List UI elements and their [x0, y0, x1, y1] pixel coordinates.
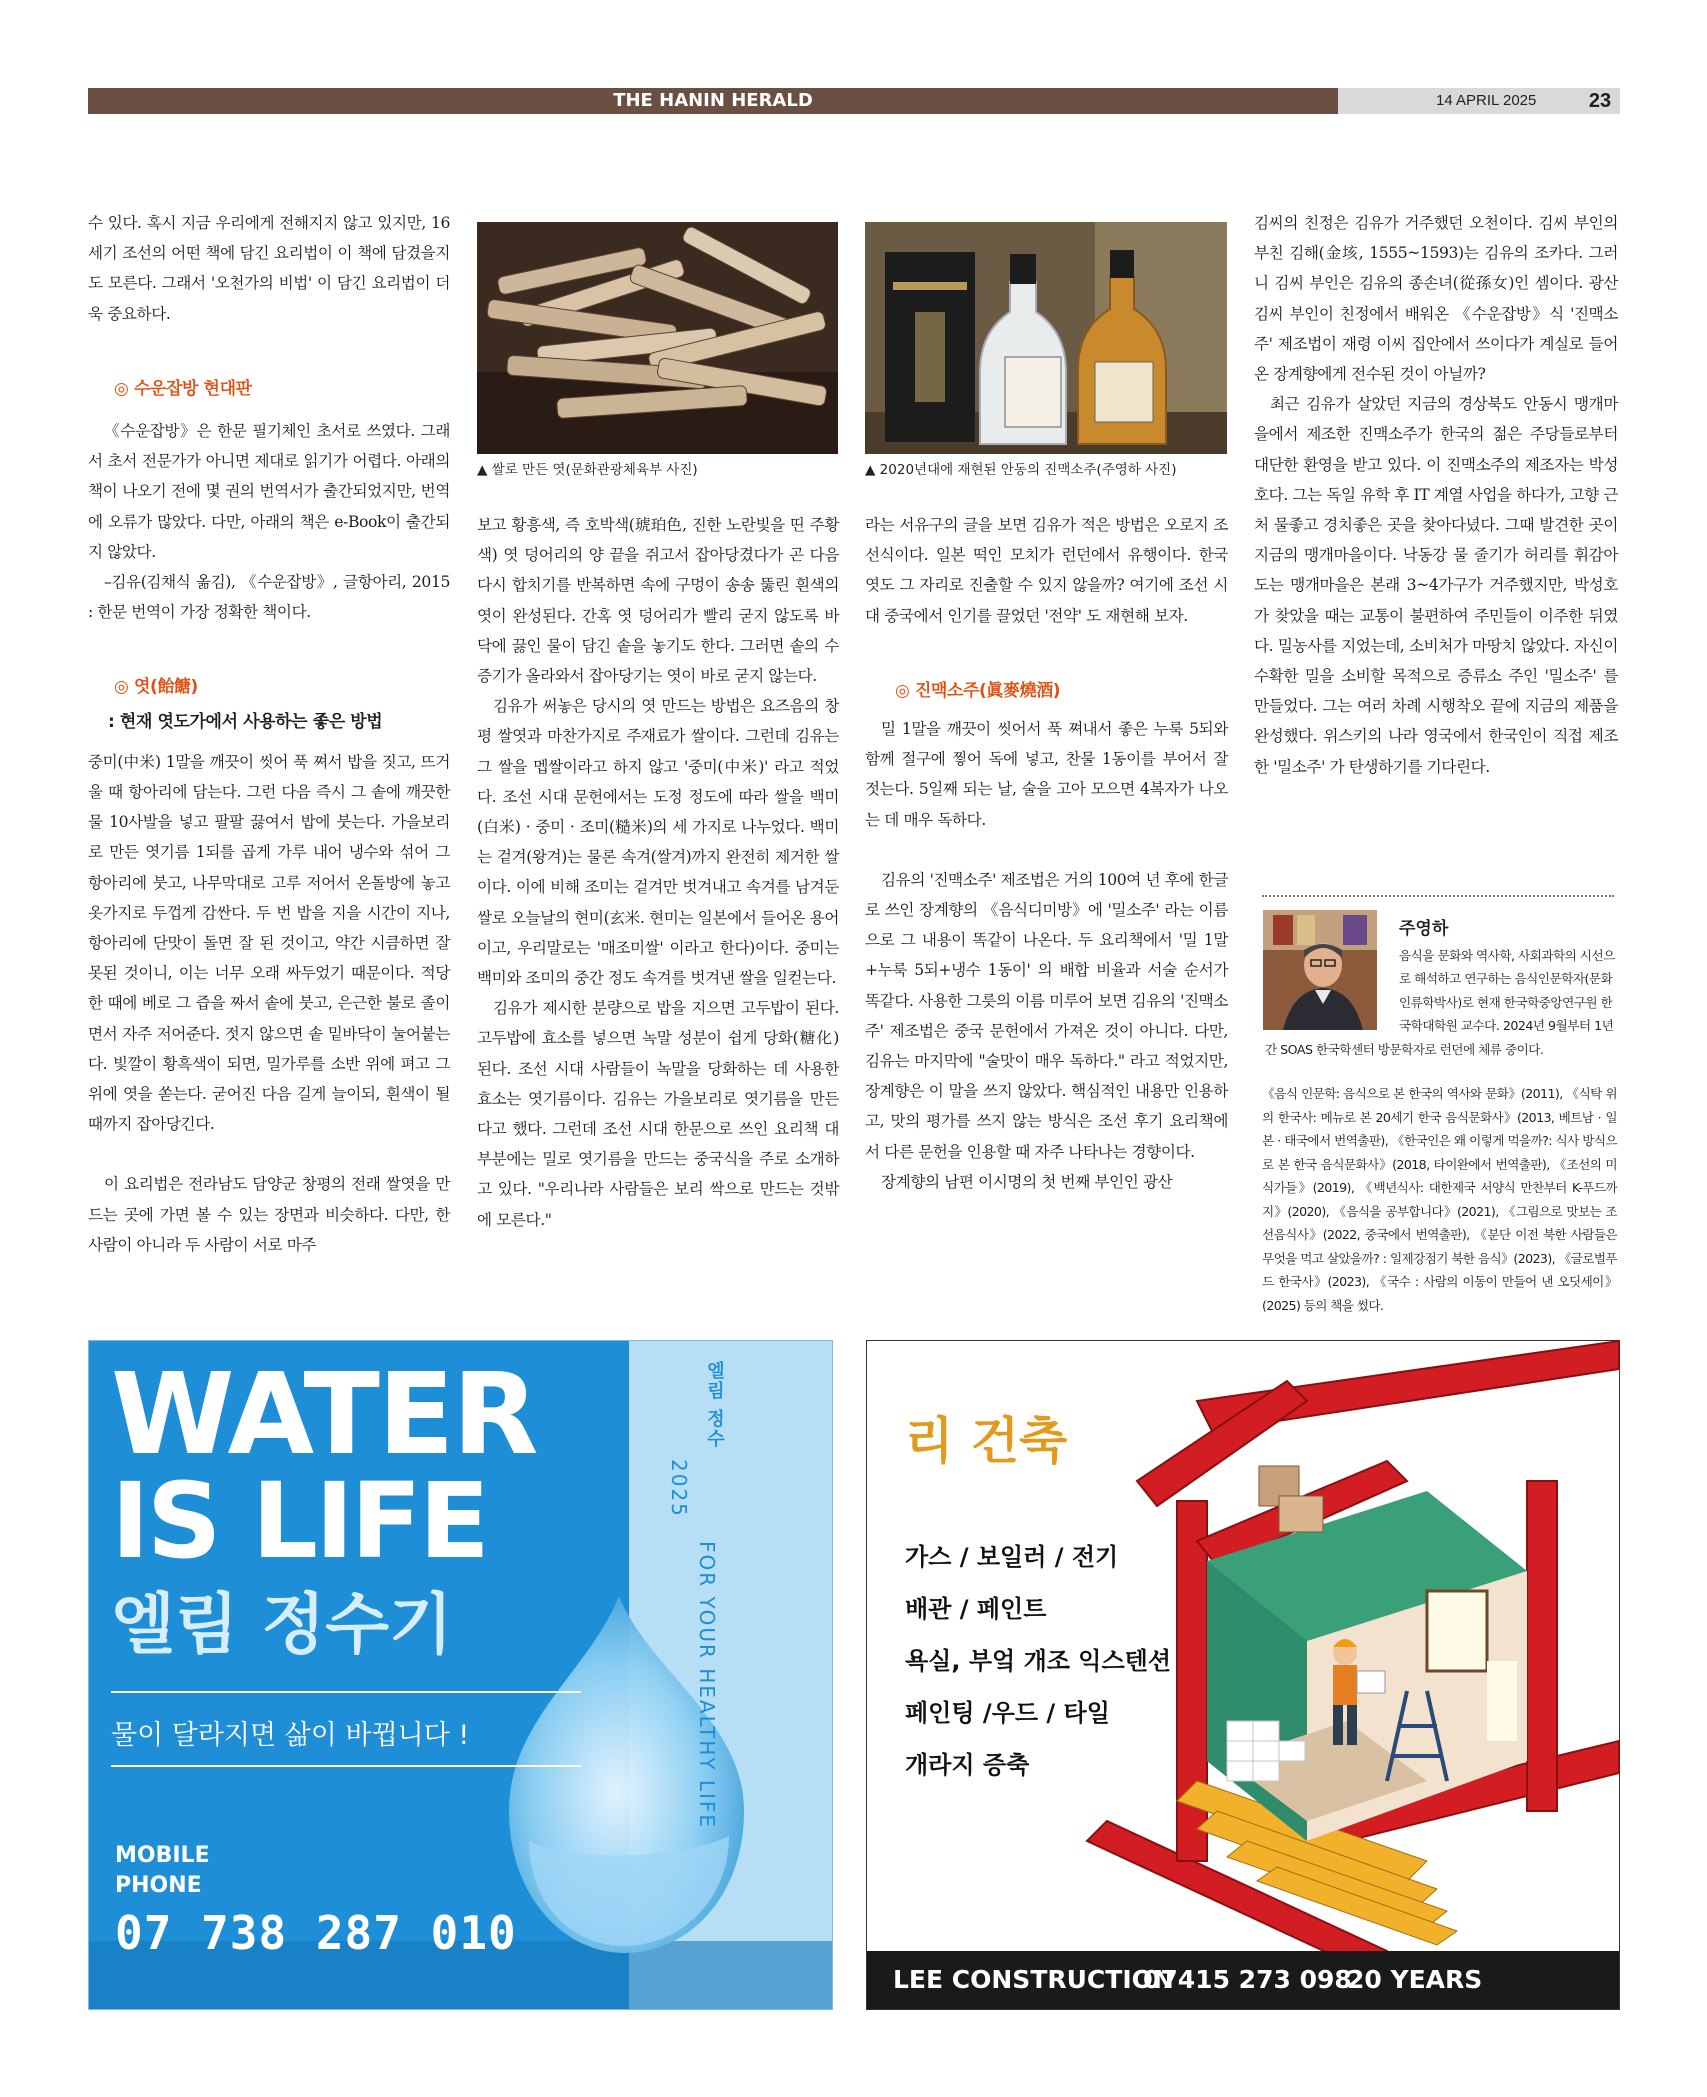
- photo-caption: ▲ 쌀로 만든 엿(문화관광체육부 사진): [477, 462, 698, 478]
- service-item: 욕실, 부엌 개조 익스텐션: [905, 1647, 1172, 1675]
- column-4: [1254, 208, 1618, 782]
- paragraph: 수 있다. 혹시 지금 우리에게 전해지지 않고 있지만, 16세기 조선의 어떤 책에 담긴 요리법이 이 책에 담겼을지도 모른다. 그래서 '오천가의 비법' 이 담긴 요리법이 더욱 중요하다.: [88, 214, 450, 323]
- photo-rice-taffy: [477, 222, 838, 454]
- masthead-title: THE HANIN HERALD: [613, 90, 813, 111]
- ad-vertical-tagline: FOR YOUR HEALTHY LIFE: [695, 1541, 719, 1830]
- mobile-label: MOBILE PHONE: [115, 1843, 210, 1898]
- photo-caption: ▲ 2020년대에 재현된 안동의 진맥소주(주영하 사진): [865, 462, 1177, 478]
- paragraph: 《수운잡방》은 한문 필기체인 초서로 쓰였다. 그래서 초서 전문가가 아니면 제대로 읽기가 어렵다. 아래의 책이 나오기 전에 몇 권의 번역서가 출간되었지만, 번역에 오류가 많았다. 다만, 아래의 책은 e-Book이 출간되지 않았다.: [88, 422, 450, 561]
- column-1: [88, 208, 450, 1260]
- ad-footer: [867, 1951, 1619, 2052]
- service-item: 개라지 증축: [905, 1751, 1030, 1779]
- company-experience: 20 YEARS EXPERIENCE: [1347, 1965, 1521, 2052]
- author-name: 주영하: [1399, 919, 1449, 939]
- paragraph: 이 요리법은 전라남도 담양군 창평의 전래 쌀엿을 만드는 곳에 가면 볼 수 있는 장면과 비슷하다. 다만, 한 사람이 아니라 두 사람이 서로 마주: [88, 1175, 450, 1254]
- author-books: 《음식 인문학: 음식으로 본 한국의 역사와 문화》(2011), 《식탁 위의 한국사: 메뉴로 본 20세기 한국 음식문화사》(2013, 베트남 · 일본 · 태국에서 번역출판), 《한국인은 왜 이렇게 먹을까?: 식사 방식으로 본 한국 음식문화사》(2018, 타이완에서 번역출판), 《조선의 미식가들》(2019), 《백년식사: 대한제국 서양식 만찬부터 K-푸드까지》(2020), 《음식을 공부합니다》(2021), 《그림으로 맛보는 조선음식사》(2022, 중국에서 번역출판), 《분단 이전 북한 사람들은 무엇을 먹고 살았을까? : 일제강점기 북한 음식》(2023), 《글로벌푸드 한국사》(2023), 《국수 : 사람의 이동이 만들어 낸 오딧세이》(2025) 등의 책을 썼다.: [1262, 1086, 1617, 1313]
- ad-vertical-brand: 엘림 정수: [704, 1361, 725, 1450]
- ad-slogan: 물이 달라지면 삶이 바뀝니다 !: [111, 1720, 470, 1751]
- service-list: [905, 1531, 1171, 1791]
- paragraph: 장계향의 남편 이시명의 첫 번째 부인인 광산: [881, 1172, 1173, 1191]
- column-2: [477, 510, 839, 1235]
- section-heading: ◎ 엿(飴餹): [114, 677, 198, 698]
- divider: [111, 1691, 581, 1693]
- paragraph: –김유(김채식 옮김), 《수운잡방》, 글항아리, 2015 : 한문 번역이 가장 정확한 책이다.: [88, 573, 450, 622]
- paragraph: 김유의 '진맥소주' 제조법은 거의 100여 년 후에 한글로 쓰인 장계향의 《음식디미방》에 '밀소주' 라는 이름으로 그 내용이 똑같이 나온다. 두 요리책에서 '밀 1말+누룩 5되+냉수 1동이' 의 배합 비율과 서술 순서가 똑같다. 사용한 그릇의 이름 미루어 보면 김유의 '진맥소주' 제조법은 중국 문헌에서 가져온 것이 아니다. 다만, 김유는 마지막에 "술맛이 매우 독하다." 라고 적었지만, 장계향은 이 말을 쓰지 않았다. 핵심적인 내용만 인용하고, 맛의 평가를 쓰지 않는 방식은 조선 후기 요리책에서 다른 문헌을 인용할 때 자주 나타나는 경향이다.: [865, 870, 1228, 1161]
- paragraph: 최근 김유가 살았던 지금의 경상북도 안동시 맹개마을에서 제조한 진맥소주가 한국의 젊은 주당들로부터 대단한 환영을 받고 있다. 이 진맥소주의 제조자는 박성호다. 그는 독일 유학 후 IT 계열 사업을 하다가, 고향 근처 물좋고 경치좋은 곳을 찾아다녔다. 그때 발견한 곳이 지금의 맹개마을이다. 낙동강 물 줄기가 허리를 휘감아 도는 맹개마을은 본래 3~4가구가 거주했지만, 박성호가 찾았을 때는 교통이 불편하여 주민들이 이주한 뒤였다. 밀농사를 지었는데, 소비처가 마땅치 않았다. 자신이 수확한 밀을 소비할 목적으로 증류소 주인 '밀소주' 를 만들었다. 그는 여러 차례 시행착오 끝에 지금의 제품을 완성했다. 위스키의 나라 영국에서 한국인이 직접 제조한 '밀소주' 가 탄생하기를 기다린다.: [1254, 395, 1618, 776]
- ad-vertical-year: 2025: [667, 1459, 691, 1518]
- paragraph: 김씨의 친정은 김유가 거주했던 오천이다. 김씨 부인의 부친 김해(金垓, 1555~1593)는 김유의 조카다. 그러니 김씨 부인은 김유의 종손녀(從孫女)인 셈이다. 광산 김씨 부인이 친정에서 배워온 《수운잡방》식 '진맥소주' 제조법이 재령 이씨 집안에서 쓰이다가 계실로 들어온 장계향에게 전수된 것이 아닐까?: [1254, 214, 1618, 384]
- column-3: [865, 510, 1228, 1197]
- header-info-bar: [1338, 88, 1620, 114]
- author-bio: 음식을 문화와 역사학, 사회과학의 시선으로 해석하고 연구하는 음식인문학자(문화인류학박사)로 현재 한국학중앙연구원 한국학대학원 교수다. 2024년 9월부터 1년간 SOAS 한국학센터 방문학자로 런던에 체류 중이다.: [1265, 948, 1615, 1057]
- section-subheading: : 현재 엿도가에서 사용하는 좋은 방법: [108, 711, 383, 732]
- photo-jinmaek-soju: [865, 222, 1227, 454]
- paragraph: 보고 황흥색, 즉 호박색(琥珀色, 진한 노란빛을 띤 주황색) 엿 덩어리의 양 끝을 쥐고서 잡아당겼다가 곤 다음 다시 합치기를 반복하면 속에 구멍이 송송 뚫린 흰색의 엿이 완성된다. 간혹 엿 덩어리가 빨리 굳지 않도록 바닥에 끓인 물이 담긴 솥을 놓기도 한다. 그러면 솥의 수증기가 올라와서 잡아당기는 엿이 바로 굳지 않는다.: [477, 516, 839, 686]
- paragraph: 김유가 써놓은 당시의 엿 만드는 방법은 요즈음의 창평 쌀엿과 마찬가지로 주재료가 쌀이다. 그런데 김유는 그 쌀을 멥쌀이라고 하지 않고 '중미(中米)' 라고 적었다. 조선 시대 문헌에서는 도정 정도에 따라 쌀을 백미(白米) · 중미 · 조미(糙米)의 세 가지로 나누었다. 백미는 겉겨(왕겨)는 물론 속겨(쌀겨)까지 완전히 제거한 쌀이다. 이에 비해 조미는 겉겨만 벗겨내고 속겨를 남겨둔 쌀로 오늘날의 현미(玄米. 현미는 일본에서 들어온 용어이고, 우리말로는 '매조미쌀' 이라고 한다)이다. 중미는 백미와 조미의 중간 정도 속겨를 벗겨낸 쌀을 일컫는다.: [477, 697, 839, 988]
- divider: [111, 1765, 581, 1767]
- ad-headline-2: IS LIFE: [111, 1460, 487, 1582]
- masthead-bar: [88, 88, 1338, 114]
- ad-phone: 07 738 287 010: [115, 1906, 517, 1960]
- ad-title: 리 건축: [905, 1412, 1068, 1470]
- ad-headline-1: WATER: [111, 1350, 537, 1480]
- section-heading: ◎ 진맥소주(眞麥燒酒): [895, 680, 1061, 701]
- paragraph: 라는 서유구의 글을 보면 김유가 적은 방법은 오로지 조선식이다. 일본 떡인 모치가 런던에서 유행이다. 한국 엿도 그 자리로 진출할 수 있지 않을까? 여기에 조선 시대 중국에서 인기를 끌었던 '전약' 도 재현해 보자.: [865, 516, 1228, 625]
- service-item: 가스 / 보일러 / 전기: [905, 1543, 1119, 1571]
- divider: [1262, 895, 1614, 897]
- page-number: 23: [1588, 90, 1612, 112]
- issue-date: 14 APRIL 2025: [1436, 92, 1537, 109]
- company-phone: 07415 273 098: [1143, 1965, 1352, 1994]
- recipe-paragraph: 밀 1말을 깨끗이 씻어서 푹 쪄내서 좋은 누룩 5되와 함께 절구에 찧어 독에 넣고, 찬물 1동이를 부어서 잘 젓는다. 5일째 되는 날, 술을 고아 모으면 4복자가 나오는 데 매우 독하다.: [865, 720, 1228, 829]
- section-heading: ◎ 수운잡방 현대판: [114, 378, 252, 399]
- service-item: 배관 / 페인트: [905, 1595, 1047, 1623]
- paragraph: 김유가 제시한 분량으로 밥을 지으면 고두밥이 된다. 고두밥에 효소를 넣으면 녹말 성분이 쉽게 당화(糖化)된다. 조선 시대 사람들이 녹말을 당화하는 데 사용한 효소는 엿기름이다. 김유는 가을보리로 엿기름을 만든다고 했다. 그런데 조선 시대 한문으로 쓰인 요리책 대부분에는 밀로 엿기름을 만드는 중국식을 주로 소개하고 있다. "우리나라 사람들은 보리 싹으로 만드는 것밖에 모른다.": [477, 999, 839, 1229]
- ad-korean-title: 엘림 정수기: [111, 1586, 453, 1663]
- company-name: LEE CONSTRUCTION: [893, 1965, 1174, 1994]
- service-item: 페인팅 /우드 / 타일: [905, 1699, 1110, 1727]
- ad-lee-construction: [866, 1340, 1620, 2052]
- recipe-paragraph: 중미(中米) 1말을 깨끗이 씻어 푹 쪄서 밥을 짓고, 뜨거울 때 항아리에 담는다. 그런 다음 즉시 그 솥에 깨끗한 물 10사발을 넣고 팔팔 끓여서 밥에 붓는다. 가을보리로 만든 엿기름 1되를 곱게 가루 내어 냉수와 섞어 그 항아리에 붓고, 나무막대로 고루 저어서 온돌방에 놓고 옷가지로 두껍게 감싼다. 두 번 밥을 지을 시간이 지나, 항아리에 단맛이 돌면 잘 된 것이고, 약간 시큼하면 잘못된 것이니, 이는 너무 오래 싸두었기 때문이다. 적당한 때에 베로 그 즙을 짜서 솥에 붓고, 은근한 불로 졸이면서 자주 저어준다. 젓지 않으면 솥 밑바닥이 눌어붙는다. 빛깔이 황흑색이 되면, 밀가루를 소반 위에 펴고 그 위에 엿을 쏟는다. 굳어진 다음 길게 늘이되, 흰색이 될 때까지 잡아당긴다.: [88, 752, 450, 1134]
- ad-water-purifier: [88, 1340, 833, 2010]
